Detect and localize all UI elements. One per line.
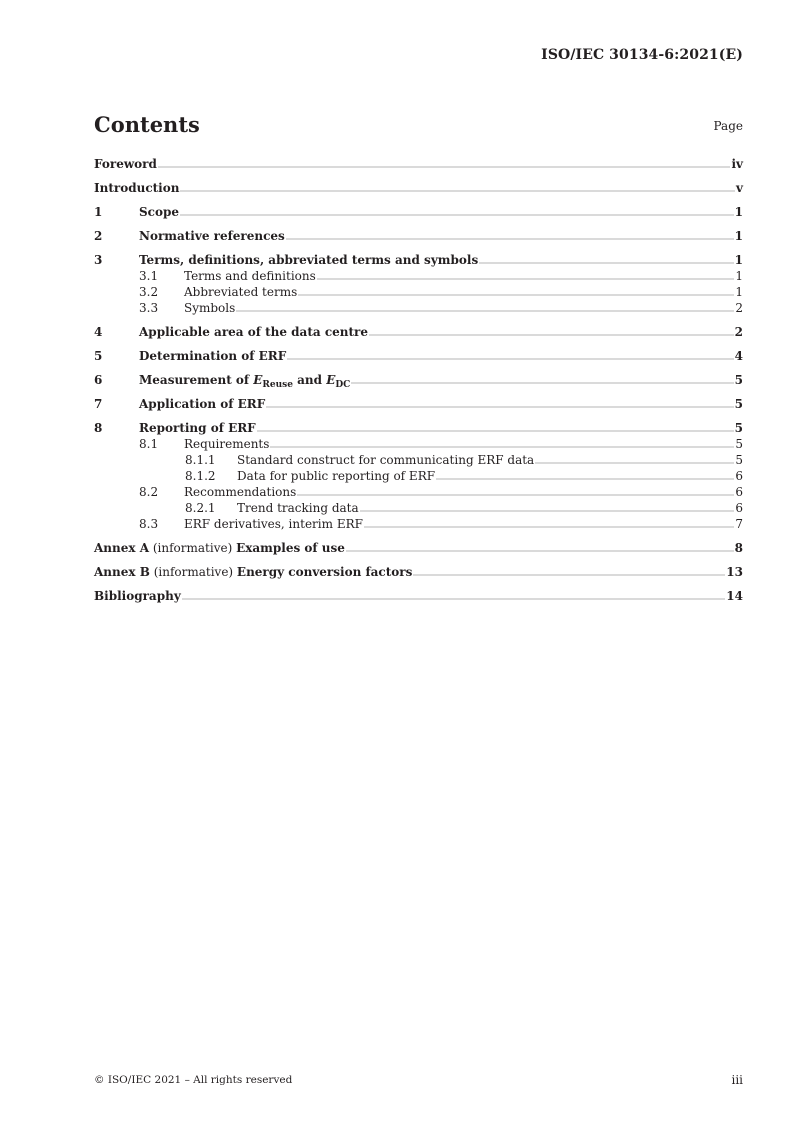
toc-entry-3-1[interactable] [94,268,743,284]
toc-entry-terms-definitions[interactable] [94,252,743,268]
toc-entry-determination-erf[interactable] [94,348,743,364]
toc-leader [360,509,735,512]
toc-number: 3.3 [139,301,159,315]
toc-page: 5 [734,373,743,387]
toc-title: Trend tracking data [237,501,359,515]
toc-entry-reporting-erf[interactable] [94,420,743,436]
toc-leader [535,461,734,464]
toc-title: Symbols [184,301,236,315]
toc-number: 3 [94,253,103,267]
toc-number: 6 [94,373,103,387]
toc-title [94,540,345,556]
toc-number: 8.1 [139,437,159,451]
toc-page: 8 [734,541,743,555]
toc-entry-8-1[interactable] [94,436,743,452]
toc-page: 5 [735,453,743,467]
toc-title: Abbreviated terms [184,285,298,299]
toc-leader [180,189,735,192]
toc-title: Requirements [184,437,270,451]
toc-page: 1 [734,205,743,219]
toc-title: Foreword [94,157,157,171]
toc-leader [436,477,734,480]
subscript-reuse: Reuse [262,380,293,390]
toc-title: Terms and definitions [184,269,316,283]
toc-leader [298,293,734,296]
toc-title: Standard construct for communicating ERF data [237,453,535,467]
toc-title-part: Measurement of [139,373,254,387]
toc-number: 8.1.2 [185,469,216,483]
toc-number: 1 [94,205,103,219]
toc-entry-measurement[interactable] [94,372,743,388]
toc-leader [270,445,734,448]
toc-number: 3.2 [139,285,159,299]
annex-title: Examples of use [236,541,345,555]
toc-page: 4 [734,349,743,363]
toc-number: 2 [94,229,103,243]
toc-title: Recommendations [184,485,297,499]
annex-note: (informative) [149,541,237,555]
toc-page: 6 [735,469,743,483]
toc-number: 8.1.1 [185,453,216,467]
footer-copyright: © ISO/IEC 2021 – All rights reserved [94,1074,293,1086]
toc-entry-8-2[interactable] [94,484,743,500]
toc-title: ERF derivatives, interim ERF [184,517,363,531]
table-of-contents [94,156,743,604]
toc-title: Application of ERF [139,397,266,411]
toc-entry-annex-b[interactable] [94,564,743,580]
toc-leader [297,493,734,496]
toc-title: Bibliography [94,589,181,603]
toc-entry-introduction[interactable] [94,180,743,196]
toc-leader [180,213,734,216]
document-id: ISO/IEC 30134-6:2021(E) [541,47,743,63]
toc-page: 1 [735,285,743,299]
toc-leader [286,237,734,240]
toc-number: 5 [94,349,103,363]
toc-leader [369,333,734,336]
toc-title: Terms, definitions, abbreviated terms and symbols [139,253,479,267]
toc-entry-application-erf[interactable] [94,396,743,412]
toc-page: 6 [735,485,743,499]
toc-title: Determination of ERF [139,349,287,363]
toc-page: v [736,181,743,195]
toc-entry-8-1-1[interactable] [94,452,743,468]
toc-entry-3-2[interactable] [94,284,743,300]
toc-leader [182,597,726,600]
toc-page: 1 [734,229,743,243]
symbol-e: E [326,373,336,387]
toc-page: 2 [735,301,743,315]
toc-page: 5 [735,437,743,451]
toc-page: 5 [734,397,743,411]
toc-leader [266,405,733,408]
toc-entry-bibliography[interactable] [94,588,743,604]
toc-number: 4 [94,325,103,339]
symbol-e: E [253,373,263,387]
toc-page: 14 [726,589,743,603]
toc-page: 7 [735,517,743,531]
toc-leader [413,573,725,576]
toc-leader [287,357,733,360]
toc-entry-annex-a[interactable] [94,540,743,556]
toc-title [139,372,350,388]
toc-title: Reporting of ERF [139,421,256,435]
toc-page: 13 [726,565,743,579]
toc-number: 8.2.1 [185,501,216,515]
toc-number: 8 [94,421,103,435]
toc-title [94,564,412,580]
toc-entry-foreword[interactable] [94,156,743,172]
annex-label: Annex B [94,565,150,579]
toc-page: 2 [734,325,743,339]
toc-title: Applicable area of the data centre [139,325,368,339]
toc-number: 7 [94,397,103,411]
footer-page-number: iii [731,1073,743,1087]
toc-number: 3.1 [139,269,159,283]
toc-title: Scope [139,205,180,219]
toc-leader [346,549,734,552]
toc-entry-normative-references[interactable] [94,228,743,244]
toc-page: 6 [735,501,743,515]
toc-leader [236,309,734,312]
toc-leader [257,429,734,432]
toc-title: Normative references [139,229,285,243]
annex-label: Annex A [94,541,150,555]
toc-leader [317,277,735,280]
toc-page: 1 [734,253,743,267]
toc-leader [364,525,734,528]
toc-number: 8.2 [139,485,159,499]
toc-page: 5 [734,421,743,435]
page-column-label: Page [713,119,743,133]
toc-entry-applicable-area[interactable] [94,324,743,340]
toc-title: Introduction [94,181,180,195]
annex-note: (informative) [149,565,237,579]
toc-number: 8.3 [139,517,159,531]
toc-entry-scope[interactable] [94,204,743,220]
subscript-dc: DC [335,380,351,390]
toc-page: iv [731,157,743,171]
toc-leader [158,165,731,168]
toc-title: Data for public reporting of ERF [237,469,436,483]
toc-entry-8-1-2[interactable] [94,468,743,484]
toc-page: 1 [735,269,743,283]
toc-leader [479,261,733,264]
toc-entry-8-3[interactable] [94,516,743,532]
annex-title: Energy conversion factors [236,565,413,579]
toc-title-part: and [292,373,327,387]
toc-entry-3-3[interactable] [94,300,743,316]
contents-title: Contents [94,112,200,137]
toc-entry-8-2-1[interactable] [94,500,743,516]
toc-leader [351,381,733,384]
